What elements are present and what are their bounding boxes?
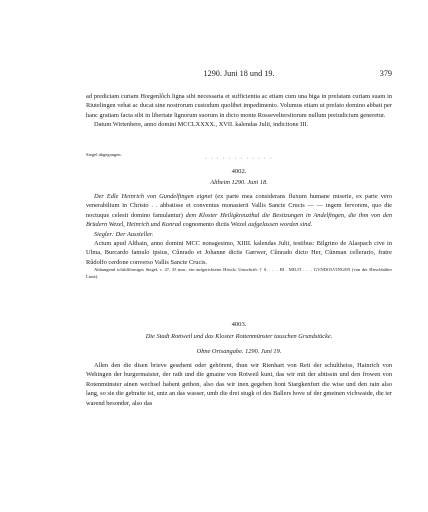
- doc-4002-body: [86, 192, 392, 280]
- header-title: 1290. Juni 18 und 19.: [203, 69, 275, 78]
- doc-4002-seal: Abhangend schildförmiges Siegel, c. 47, 35 mm., ein aufgerichteter Hirsch; Umschrift: † S. . . . . RI . MILIT . . . . GVNDOLVINGEN (von der Hirschhälter Linie).: [86, 267, 392, 279]
- doc-4003-number: 4003.: [231, 321, 247, 328]
- page-number: 379: [379, 69, 392, 78]
- running-header: [86, 69, 392, 81]
- doc-4002-italic-tail: aufgelassen worden sind.: [248, 221, 313, 229]
- doc-4002-main: (ex parte mea considerans fluxum humane miserie, ex parte vero venerabilium in Christo . . abbatisse et conventus monasterii Vallis Sancte Crucis — — ingem fervorem, quo die noctuque celesti domino famulantur): [86, 193, 392, 219]
- doc-4002-tail: cognomento dictis Wezel: [182, 221, 247, 229]
- doc-4002-italic: dem Kloster Heiligkreuzthal die Besitzungen in Andelfingen, die ihm von den Brüdern Wezel, Heinrich und Konrad: [86, 211, 393, 229]
- doc-4002-intro: Der Edle Heinrich von Gundelfingen eignet: [94, 193, 213, 200]
- separator: · · · · · · · · · · · ·: [204, 156, 274, 162]
- seal-note-text: Siegel abgegangen.: [86, 152, 122, 157]
- continuation-block: [86, 92, 392, 130]
- doc-4003-text: Allen den die disen brieve gesehent oder gehörent, thun wir Rienhart von Reti der schultheiss, Hainrich von Wehingen der burgermaister, der rath und die gmaine von Rotweil kunt, das wir mit der abtissin und den frowen von Rotenmünster ainen wechsel habent gethon, also das wir inen gegeben hont Stargkenfurt die wise und den rain also lang, so sie die gebraite ist, untz an das wasser, umb die drei stugk of des Ballers hove uf der gmeinen vichwaide, die ier warend besonder, also das: [86, 362, 392, 407]
- doc-4002-number: 4002.: [231, 168, 247, 175]
- doc-4003-date: Ohne Ortsangabe. 1290. Juni 19.: [196, 348, 282, 355]
- doc-4002-date: Altheim 1290. Juni 18.: [210, 179, 268, 186]
- doc-4002-siegler: Siegler: Der Aussteller.: [94, 230, 154, 238]
- datum-line: Datum Wirtenbere, anno domini MCCLXXXX., XVII. kalendas Julii, indictione III.: [94, 121, 309, 129]
- doc-4002-actum: Actum apud Althain, anno domini MCC nonagesimo, XIIII. kalendas Julii, testibus: Bilgrino de Alaspach cive in Ulma, Burcardo famulo ipsius, Cûnrado et Johanne dictis Gærwer, Cûnrado dicto Her, Cûnman cellerario, fratre Rûdolfo cerdone converso Vallis Sancte Crucis.: [86, 240, 392, 266]
- doc-4002-text: [86, 192, 392, 230]
- doc-4003-body: [86, 361, 392, 408]
- doc-4003-summary: Die Stadt Rottweil und das Kloster Rottenmünster tauschen Grundstücke.: [145, 333, 333, 340]
- continuation-text: ad predictam curiam Horgenlôch ligna sibi necessaria et sufficientia ac etiam cum una biga in prefatam curiam suam in Riutelingen vehat ac ducat sine nostrorum custodum quolibet impedimento. Volumus etiam ut prefato domino abbati per hanc gratiam facta sibi in libertate lignorum suorum in dicto monte Rosseveltersitorum nullum preiudicium generetur.: [86, 93, 392, 119]
